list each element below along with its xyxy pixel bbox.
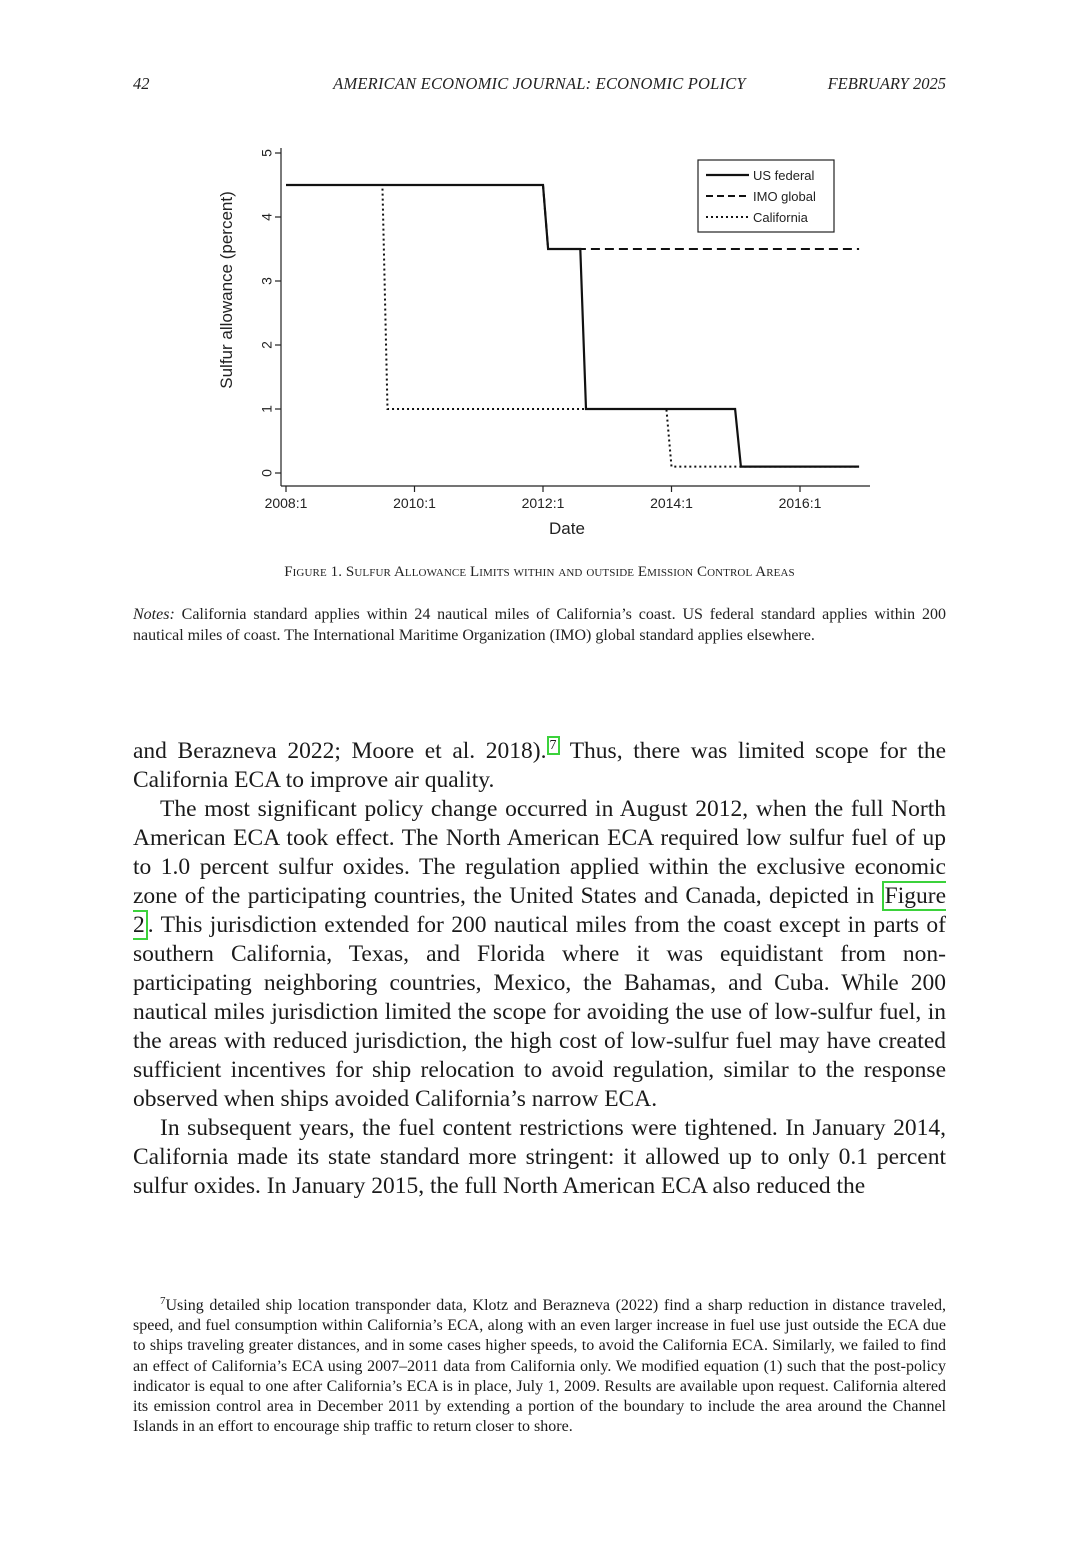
y-tick-label: 0 — [258, 469, 275, 477]
notes-text: California standard applies within 24 nautical miles of California’s coast. US federal standard applies within 200 nautical miles of coast. The International Maritime Organization (IMO) global standard applies elsewhere. — [133, 606, 947, 644]
figure-caption — [133, 564, 946, 581]
running-header — [133, 74, 946, 100]
notes-label: Notes: — [133, 606, 175, 623]
y-tick-label: 4 — [258, 213, 275, 221]
sulfur-allowance-chart — [200, 130, 900, 550]
page-number: 42 — [133, 74, 150, 93]
issue-date: FEBRUARY 2025 — [827, 74, 946, 93]
figure-notes — [133, 605, 946, 646]
x-tick-label: 2008:1 — [264, 495, 308, 511]
x-tick-label: 2012:1 — [521, 495, 565, 511]
footnote-ref-link[interactable]: 7 — [547, 736, 560, 755]
legend-label: IMO global — [753, 189, 816, 204]
y-axis-label: Sulfur allowance (percent) — [217, 191, 236, 389]
paragraph-text: and Berazneva 2022; Moore et al. 2018). — [133, 738, 547, 764]
x-axis-label: Date — [549, 519, 585, 538]
paragraph-text: Thus, there was limited scope for the California ECA to improve air quality. — [133, 738, 947, 793]
caption-text: Sulfur Allowance Limits within and outside Emission Control Areas — [345, 564, 795, 580]
footnote-text: Using detailed ship location transponder data, Klotz and Berazneva (2022) find a sharp reduction in distance traveled, speed, and fuel consumption within California’s ECA, along with an even larger increase in fuel use just outside the ECA due to ships traveling greater distances, and in some cases higher speeds, to avoid the California ECA. Similarly, we failed to find an effect of California’s ECA using 2007–2011 data from California only. We modified equation (1) such that the post-policy indicator is equal to one after California’s ECA is in place, July 1, 2009. Results are available upon request. California altered its emission control area in December 2011 by extending a portion of the boundary to include the area around the Channel Islands in an effort to encourage ship traffic to return closer to shore. — [133, 1297, 946, 1436]
caption-prefix: Figure 1. — [284, 564, 346, 580]
chart-legend — [698, 160, 834, 232]
y-tick-label: 1 — [258, 405, 275, 413]
y-tick-label: 2 — [258, 341, 275, 349]
paragraph: In subsequent years, the fuel content restrictions were tightened. In January 2014, California made its state standard more stringent: it allowed up to only 0.1 percent sulfur oxides. In January 2015, the full North American ECA also reduced the — [133, 1115, 946, 1199]
x-tick-label: 2014:1 — [650, 495, 693, 511]
y-tick-label: 3 — [258, 277, 275, 285]
footnote-7 — [133, 1296, 946, 1437]
y-tick-label: 5 — [258, 149, 275, 157]
legend-label: California — [753, 210, 808, 225]
footnote-number: 7 — [160, 1294, 166, 1307]
paragraph-text: . This jurisdiction extended for 200 nautical miles from the coast except in parts of southern California, Texas, and Florida where it was equidistant from non-participating neighboring countries, Mexico, the Bahamas, and Cuba. While 200 nautical miles jurisdiction limited the scope for avoiding the use of low-sulfur fuel, in the areas with reduced jurisdiction, the high cost of low-sulfur fuel may have created sufficient incentives for ship relocation to avoid regulation, similar to the response observed when ships avoided California’s narrow ECA. — [133, 912, 946, 1112]
figure-2-link[interactable]: Figure 2 — [133, 883, 946, 938]
x-tick-label: 2010:1 — [393, 495, 436, 511]
legend-label: US federal — [753, 168, 815, 183]
paragraph — [133, 737, 946, 795]
body-text — [133, 737, 946, 1201]
x-tick-label: 2016:1 — [778, 495, 822, 511]
paragraph-text: The most significant policy change occurred in August 2012, when the full North American ECA took effect. The North American ECA required low sulfur fuel of up to 1.0 percent sulfur oxides. The regulation applied within the exclusive economic zone of the participating countries, the United States and Canada, depicted in — [133, 796, 946, 909]
journal-title: AMERICAN ECONOMIC JOURNAL: ECONOMIC POLICY — [333, 74, 746, 93]
paragraph — [133, 795, 946, 1114]
